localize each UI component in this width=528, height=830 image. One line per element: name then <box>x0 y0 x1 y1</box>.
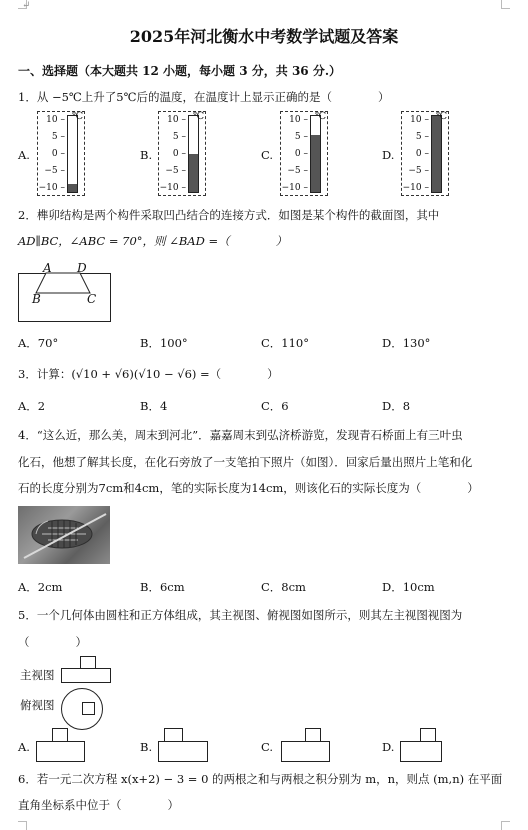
main-view-base <box>61 668 111 683</box>
thermometer-tick-label: −10 – <box>281 183 308 193</box>
thermometer-unit: ℃ <box>436 111 448 122</box>
section-heading: 一、选择题（本大题共 12 小题，每小题 3 分，共 36 分.） <box>18 64 341 78</box>
question-6-line2: 直角坐标系中位于（ ） <box>18 798 179 812</box>
q2-option-a: A．70° <box>18 336 59 350</box>
thermometer-tick-label: −5 – <box>44 166 65 176</box>
q3-option-c: C．6 <box>261 399 289 413</box>
question-4-line2: 化石，他想了解其长度，在化石旁放了一支笔拍下照片（如图）．回家后量出照片上笔和化 <box>18 455 473 469</box>
thermometer-tick-label: 5 – <box>294 132 308 142</box>
q4-option-a: A．2cm <box>18 580 63 594</box>
thermometer-tick-label: 0 – <box>172 149 186 159</box>
question-2-line1: 2．榫卯结构是两个构件采取凹凸结合的连接方式．如图是某个构件的截面图，其中 <box>18 208 440 222</box>
q5-option-c-label: C. <box>261 740 274 754</box>
thermometer-tick-label: −10 – <box>159 183 186 193</box>
q5-option-d-label: D. <box>382 740 395 754</box>
q3-option-a: A．2 <box>18 399 46 413</box>
thermometer-tick-label: 5 – <box>172 132 186 142</box>
thermometer-tick-label: 0 – <box>51 149 65 159</box>
page-corner-mark <box>18 821 27 830</box>
thermometer-tick-label: −10 – <box>402 183 429 193</box>
paragraph-mark: ↵ <box>22 0 31 11</box>
question-5-line2: （ ） <box>18 635 87 649</box>
thermometer-tube <box>188 115 199 193</box>
q5-option-a-label: A. <box>18 740 30 754</box>
thermometer-tick-label: 10 – <box>410 115 429 125</box>
thermometer-a <box>37 111 85 196</box>
thermometer-tick-label: −10 – <box>38 183 65 193</box>
thermometer-tube <box>431 115 442 193</box>
fossil-photo <box>18 506 110 564</box>
thermometer-unit: ℃ <box>315 111 327 122</box>
thermometer-c <box>280 111 328 196</box>
q5-option-b-base <box>158 741 208 762</box>
thermometer-tick-label: 5 – <box>51 132 65 142</box>
question-1-text: 1．从 −5℃上升了5℃后的温度，在温度计上显示正确的是（ ） <box>18 90 390 104</box>
thermometer-mercury <box>68 184 77 192</box>
q2-label-d: D <box>77 261 87 275</box>
page-corner-mark <box>501 0 510 9</box>
main-view-label: 主视图 <box>20 668 55 682</box>
q4-option-d: D．10cm <box>382 580 435 594</box>
q2-label-b: B <box>32 292 41 306</box>
question-3-text: 3．计算：(√10 + √6)(√10 − √6) =（ ） <box>18 367 279 381</box>
thermometer-tick-label: 0 – <box>294 149 308 159</box>
top-view-square <box>82 702 95 715</box>
thermometer-tick-label: 10 – <box>167 115 186 125</box>
top-view-label: 俯视图 <box>20 698 55 712</box>
q1-option-c-label: C. <box>261 148 274 162</box>
thermometer-tick-label: −5 – <box>408 166 429 176</box>
q5-option-b-label: B. <box>140 740 153 754</box>
q5-option-c-base <box>281 741 330 762</box>
thermometer-mercury <box>189 154 198 192</box>
q2-label-c: C <box>87 292 97 306</box>
thermometer-tick-label: 0 – <box>415 149 429 159</box>
q4-option-b: B．6cm <box>140 580 185 594</box>
question-5-line1: 5．一个几何体由圆柱和正方体组成，其主视图、俯视图如图所示，则其左主视图视图为 <box>18 608 463 622</box>
thermometer-unit: ℃ <box>193 111 205 122</box>
q3-option-b: B．4 <box>140 399 168 413</box>
thermometer-mercury <box>432 116 441 192</box>
thermometer-mercury <box>311 135 320 192</box>
thermometer-tick-label: −5 – <box>287 166 308 176</box>
thermometer-tick-label: 10 – <box>289 115 308 125</box>
thermometer-tube <box>67 115 78 193</box>
question-4-line3: 石的长度分别为7cm和4cm，笔的实际长度为14cm，则该化石的实际长度为（ ） <box>18 481 479 495</box>
fossil-photo-svg <box>18 506 110 564</box>
question-6-line1: 6．若一元二次方程 x(x+2) − 3 = 0 的两根之和与两根之积分别为 m，n，则点 (m,n) 在平面 <box>18 772 503 786</box>
thermometer-tube <box>310 115 321 193</box>
thermometer-unit: ℃ <box>72 111 84 122</box>
q1-option-b-label: B. <box>140 148 153 162</box>
q2-label-a: A <box>43 261 52 275</box>
thermometer-tick-label: −5 – <box>165 166 186 176</box>
page-corner-mark <box>501 821 510 830</box>
thermometer-tick-label: 10 – <box>46 115 65 125</box>
thermometer-b <box>158 111 206 196</box>
thermometer-d <box>401 111 449 196</box>
question-4-line1: 4．“这么近，那么美，周末到河北”．嘉嘉周末到弘济桥游览，发现青石桥面上有三叶虫 <box>18 428 463 442</box>
q3-option-d: D．8 <box>382 399 411 413</box>
q5-option-d-base <box>400 741 442 762</box>
page-title: 2025年河北衡水中考数学试题及答案 <box>129 27 399 46</box>
question-2-line2: AD∥BC，∠ABC = 70°，则 ∠BAD =（ ） <box>18 234 288 248</box>
q2-option-c: C．110° <box>261 336 309 350</box>
q2-option-b: B．100° <box>140 336 188 350</box>
thermometer-tick-label: 5 – <box>415 132 429 142</box>
q1-option-a-label: A. <box>18 148 30 162</box>
q1-option-d-label: D. <box>382 148 395 162</box>
q4-option-c: C．8cm <box>261 580 306 594</box>
q2-option-d: D．130° <box>382 336 431 350</box>
q5-option-a-base <box>36 741 85 762</box>
